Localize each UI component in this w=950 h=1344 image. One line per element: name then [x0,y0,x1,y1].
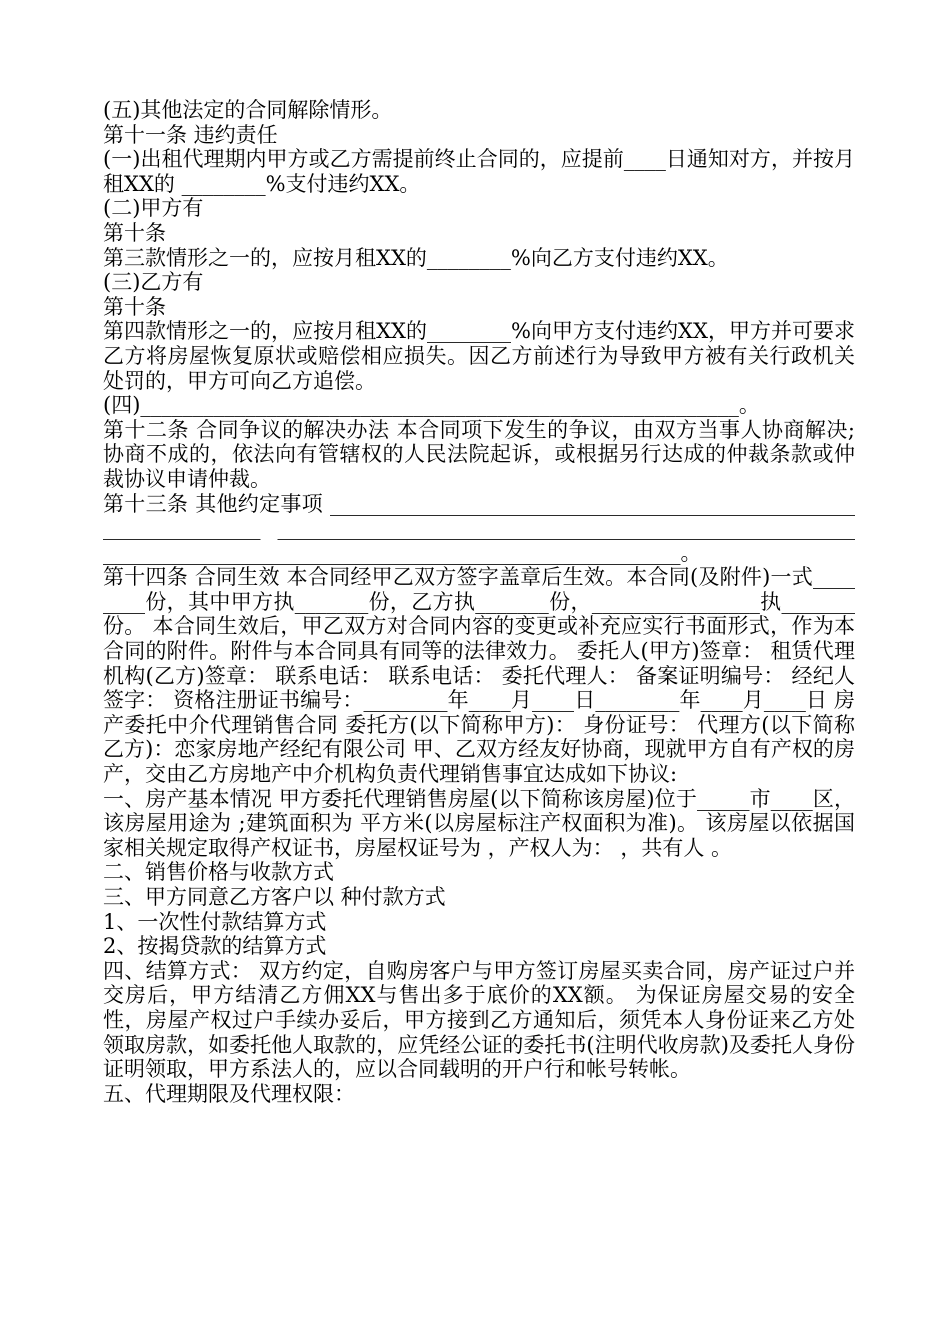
paragraph-termination-other: (五)其他法定的合同解除情形。 [103,98,393,122]
article-13-other-terms: 第十三条 其他约定事项 _________________________________________________________________ ______________________________________________________________________________________________________________。 [103,491,855,565]
payment-method-1: 1、一次性付款结算方式 [103,909,327,934]
paragraph-clause-4-penalty: 第四款情形之一的，应按月租XX的________%向甲方支付违约XX，甲方并可要求乙方将房屋恢复原状或赔偿相应损失。因乙方前述行为导致甲方被有关行政机关处罚的，甲方可向乙方追偿。 [103,319,855,393]
article-12-dispute: 第十二条 合同争议的解决办法 本合同项下发生的争议，由双方当事人协商解决;协商不成的，依法向有管辖权的人民法院起诉，或根据另行达成的仲裁条款或仲裁协议申请仲裁。 [103,417,855,491]
section-4-settlement: 四、结算方式： 双方约定，自购房客户与甲方签订房屋买卖合同，房产证过户并交房后，甲方结清乙方佣XX与售出多于底价的XX额。 为保证房屋交易的安全性，房屋产权过户手续办妥后，甲方接到乙方通知后，须凭本人身份证来乙方处领取房款，如委托他人取款的，应凭经公证的委托书(注明代收房款)及委托人身份证明领取，甲方系法人的，应以合同载明的开户行和帐号转帐。 [103,958,855,1082]
section-2-price: 二、销售价格与收款方式 [103,860,334,885]
paragraph-early-termination: (一)出租代理期内甲方或乙方需提前终止合同的，应提前____日通知对方，并按月租XX的 ________%支付违约XX。 [103,147,855,196]
paragraph-party-a-breach: (二)甲方有 [103,196,204,221]
document-body [103,98,862,1106]
paragraph-article-10-ref-2: 第十条 [103,294,166,319]
paragraph-article-10-ref: 第十条 [103,220,166,245]
paragraph-party-b-breach: (三)乙方有 [103,270,204,295]
section-3-payment: 三、甲方同意乙方客户以 种付款方式 [103,885,446,909]
article-14-effectiveness: 第十四条 合同生效 本合同经甲乙双方签字盖章后生效。本合同(及附件)一式________份，其中甲方执_______份，乙方执_______份，________________执_______份。 本合同生效后，甲乙双方对合同内容的变更或补充应实行书面形式，作为本合同的附件。附件与本合同具有同等的法律效力。 委托人(甲方)签章： 租赁代理机构(乙方)签章： 联系电话： 联系电话： 委托代理人： 备案证明编号： 经纪人签字： 资格注册证书编号：________年____月____日________年____月____日 房产委托中介代理销售合同 委托方(以下简称甲方)： 身份证号： 代理方(以下简称乙方)：恋家房地产经纪有限公司 甲、乙双方经友好协商，现就甲方自有产权的房产，交由乙方房地产中介机构负责代理销售事宜达成如下协议: [103,565,855,787]
paragraph-item-4-blank: (四)_________________________________________________________。 [103,393,760,418]
section-1-property-info: 一、房产基本情况 甲方委托代理销售房屋(以下简称该房屋)位于_____市____区， 该房屋用途为 ;建筑面积为 平方米(以房屋标注产权面积为准)。 该房屋以依据国家相关规定取得产权证书，房屋权证号为 ，产权人为： ，共有人 。 [103,786,862,860]
section-5-agency-term: 五、代理期限及代理权限： [103,1081,355,1106]
paragraph-clause-3-penalty: 第三款情形之一的，应按月租XX的________%向乙方支付违约XX。 [103,245,729,270]
article-11-heading: 第十一条 违约责任 [103,122,278,147]
payment-method-2: 2、按揭贷款的结算方式 [103,934,327,959]
